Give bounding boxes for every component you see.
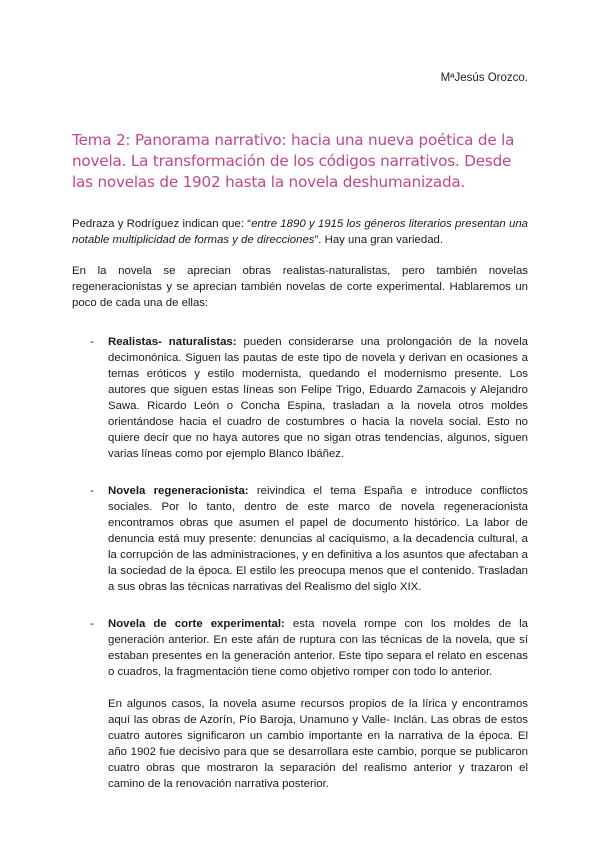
list-item-experimental [72,616,528,792]
list-bullet: - [90,336,94,348]
term-realistas: Realistas- naturalistas: [108,336,237,348]
document-body [72,216,528,813]
list-item-regeneracionista [72,483,528,595]
list-item-realistas [72,334,528,462]
intro-text-end: ”. Hay una gran variedad. [314,234,444,246]
overview-paragraph: En la novela se aprecian obras realistas-naturalistas, pero también novelas regeneracionistas y se aprecian también novelas de corte experimental. Hablaremos un poco de cada una de ellas: [72,265,528,309]
list-bullet: - [90,485,94,497]
intro-paragraph [72,216,528,248]
novel-types-list [72,334,528,792]
document-title: Tema 2: Panorama narrativo: hacia una nueva poética de la novela. La transformación de los códigos narrativos. Desde las novelas de 1902 hasta la novela deshumanizada. [72,131,515,191]
intro-quote: entre 1890 y 1915 los géneros literarios presentan una notable multiplicidad de formas y de direcciones [72,218,528,246]
experimental-subparagraph: En algunos casos, la novela asume recursos propios de la lírica y encontramos aquí las obras de Azorín, Pío Baroja, Unamuno y Valle- Inclán. Las obras de estos cuatro autores significaron un cambio importante en la narrativa de la época. El año 1902 fue decisivo para que se desarrollara este cambio, porque se publicaron cuatro obras que mostraron la separación del realismo anterior y trazaron el camino de la renovación narrativa posterior. [108,698,528,790]
term-regeneracionista: Novela regeneracionista: [108,485,249,497]
author-name: MªJesús Orozco. [440,72,528,84]
list-bullet: - [90,618,94,630]
description-experimental: esta novela rompe con los moldes de la generación anterior. En este afán de ruptura con las técnicas de la novela, que sí estaban presentes en la generación anterior. Este tipo separa el relato en escenas o cuadros, la fragmentación tiene como objetivo romper con todo lo anterior. [108,618,528,678]
description-regeneracionista: reivindica el tema España e introduce conflictos sociales. Por lo tanto, dentro de este marco de novela regeneracionista encontramos obras que asumen el papel de documento histórico. La labor de denuncia está muy presente: denuncias al caciquismo, a la decadencia cultural, a la corrupción de las administraciones, y en definitiva a los asuntos que afectaban a la sociedad de la época. El estilo les preocupa menos que el contenido. Trasladan a sus obras las técnicas narrativas del Realismo del siglo XIX. [108,485,528,593]
intro-text-start: Pedraza y Rodríguez indican que: “ [72,218,252,230]
term-experimental: Novela de corte experimental: [108,618,285,630]
description-realistas: pueden considerarse una prolongación de la novela decimonónica. Siguen las pautas de este tipo de novela y derivan en ocasiones a temas eróticos y estilo modernista, quedando el modernismo presente. Los autores que siguen estas líneas son Felipe Trigo, Eduardo Zamacois y Alejandro Sawa. Ricardo León o Concha Espina, trasladan a la novela otros moldes orientándose hacia el cuadro de costumbres o hacia la novela social. Esto no quiere decir que no haya autores que no sigan otras tendencias, algunos, siguen varias líneas como por ejemplo Blanco Ibáñez. [108,336,528,460]
